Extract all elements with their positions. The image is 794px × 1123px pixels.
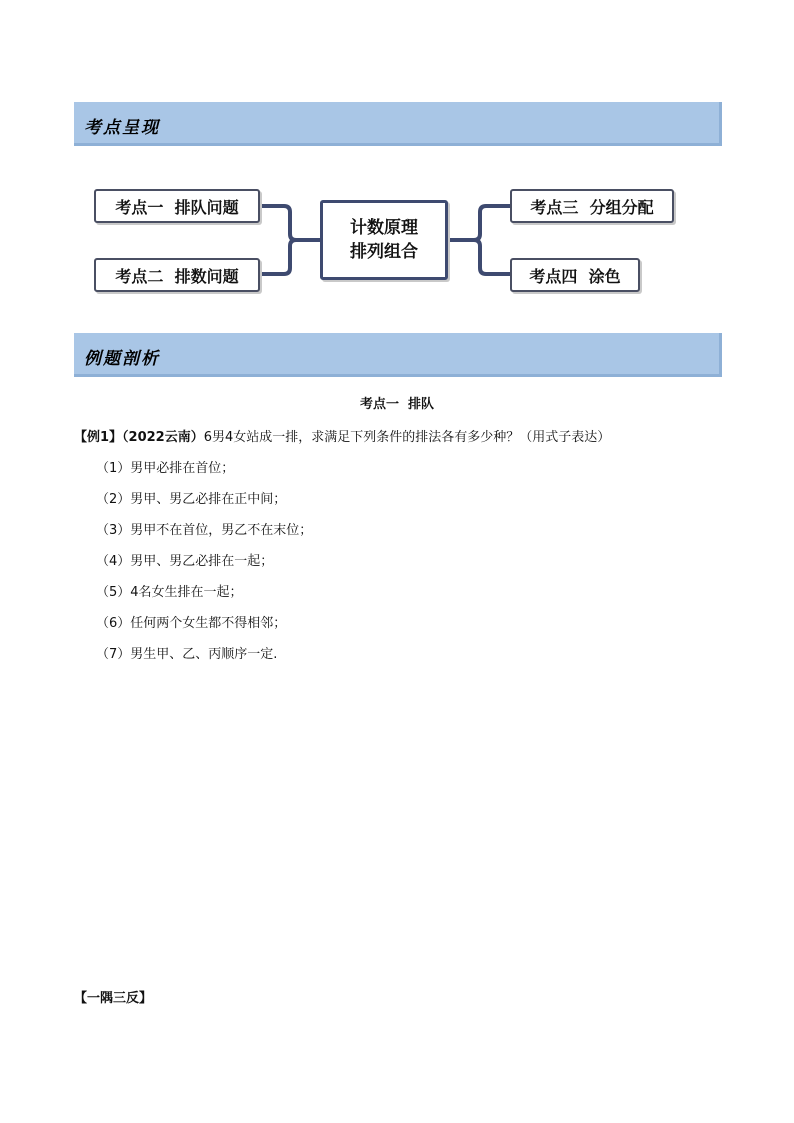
node-label: 考点三 分组分配 (530, 197, 654, 217)
topic-heading: 考点一 排队 (359, 397, 435, 412)
question-item: （3）男甲不在首位，男乙不在末位； (96, 523, 313, 538)
mindmap-node-grouping (510, 189, 674, 223)
node-label: 考点二 排数问题 (115, 266, 239, 286)
node-label: 考点一 排队问题 (115, 197, 239, 217)
mindmap-node-numbers (94, 258, 260, 292)
example-1-prompt (74, 426, 610, 445)
question-item: （1）男甲必排在首位； (96, 461, 235, 476)
mindmap-node-queue (94, 189, 260, 223)
section-title: 例题剖析 (84, 349, 160, 369)
example-source: （2022云南） (122, 430, 204, 445)
center-line-1: 计数原理 (350, 218, 418, 238)
example-question: 6男4女站成一排，求满足下列条件的排法各有多少种？（用式子表达） (203, 430, 611, 445)
question-item: （7）男生甲、乙、丙顺序一定. (96, 647, 278, 662)
section-header-overview (74, 102, 722, 146)
mindmap-node-coloring (510, 258, 640, 292)
section-title: 考点呈现 (84, 118, 160, 138)
center-line-2: 排列组合 (350, 242, 418, 262)
node-label: 考点四 涂色 (529, 266, 621, 286)
question-item: （4）男甲、男乙必排在一起； (96, 554, 274, 569)
example-tag: 【例1】 (74, 430, 123, 445)
mindmap-center-node (320, 200, 448, 280)
section-header-examples (74, 333, 722, 377)
question-item: （6）任何两个女生都不得相邻； (96, 616, 287, 631)
question-item: （5）4名女生排在一起； (96, 585, 243, 600)
question-item: （2）男甲、男乙必排在正中间； (96, 492, 287, 507)
practice-label: 【一隅三反】 (74, 991, 153, 1006)
